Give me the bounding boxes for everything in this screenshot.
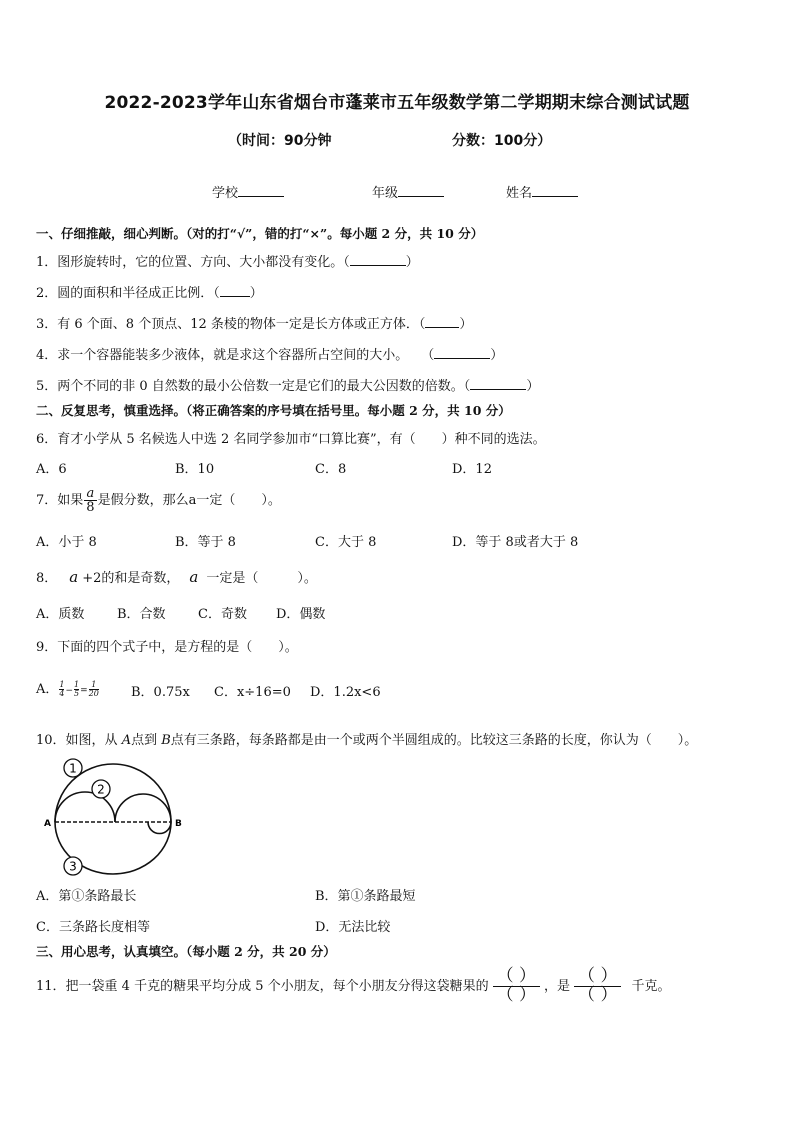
grade-field — [372, 182, 444, 201]
question-4: 4．求一个容器能装多少液体，就是求这个容器所占空间的大小。 （ ） — [36, 348, 504, 363]
question-2: 2．圆的面积和半径成正比例．（ ） — [36, 286, 263, 301]
question-8: 8． a +2的和是奇数， a 一定是（ ）。 — [36, 568, 317, 586]
q7-option-d: D．等于 8或者大于 8 — [452, 535, 579, 550]
fig-label-1: 1 — [69, 761, 77, 776]
name-field — [506, 182, 578, 201]
grade-blank — [398, 184, 444, 197]
q10-option-c: C．三条路长度相等 — [36, 920, 150, 935]
question-11: 11．把一袋重 4 千克的糖果平均分成 5 个小朋友，每个小朋友分得这袋糖果的 （ ） （ ） ，是 （ ） （ ） 千克。 — [36, 966, 671, 1005]
question-9: 9．下面的四个式子中，是方程的是（ ）。 — [36, 640, 298, 655]
section-3-heading: 三、用心思考，认真填空。（每小题 2 分，共 20 分） — [36, 944, 336, 959]
exam-time: （时间：90分钟 — [228, 133, 332, 149]
q6-option-a: A．6 — [36, 462, 67, 477]
q10-option-a: A．第①条路最长 — [36, 889, 137, 904]
q11-fraction-blank-2: （ ） （ ） — [574, 968, 621, 1005]
three-paths-figure — [40, 756, 190, 878]
q9-option-d: D．1.2x<6 — [310, 685, 381, 700]
question-1: 1．图形旋转时，它的位置、方向、大小都没有变化。（ ） — [36, 255, 419, 270]
question-6: 6．育才小学从 5 名候选人中选 2 名同学参加市“口算比赛”，有（ ）种不同的选法。 — [36, 432, 546, 447]
q11-fraction-blank-1: （ ） （ ） — [493, 968, 540, 1005]
q9-option-c: C．x÷16=0 — [214, 685, 291, 700]
q8-option-a: A．质数 — [36, 607, 85, 622]
q7-option-c: C．大于 8 — [315, 535, 377, 550]
q9-option-a: A． $\frac{1}{4}$ − $\frac{1}{5}$ = $\frac{1}{20}$ — [36, 680, 99, 698]
fig-label-a: A — [44, 819, 51, 829]
q8-option-d: D．偶数 — [276, 607, 326, 622]
name-label: 姓名 — [506, 186, 533, 201]
fig-label-2: 2 — [97, 782, 105, 797]
fig-label-b: B — [175, 819, 182, 829]
section-1-heading: 一、仔细推敲，细心判断。（对的打“√”，错的打“×”。每小题 2 分，共 10 分） — [36, 226, 484, 241]
question-7: 7．如果 $\frac{a}{8}$ 是假分数，那么a一定（ ）。 — [36, 486, 281, 515]
q7-option-a: A．小于 8 — [36, 535, 97, 550]
q6-option-b: B．10 — [175, 462, 215, 477]
section-2-heading: 二、反复思考，慎重选择。（将正确答案的序号填在括号里。每小题 2 分，共 10 分） — [36, 403, 511, 418]
q7-fraction: $\frac{a}{8}$ — [86, 486, 95, 515]
exam-score: 分数：100分） — [452, 133, 552, 149]
q6-option-c: C．8 — [315, 462, 347, 477]
q8-option-c: C．奇数 — [198, 607, 247, 622]
q10-option-d: D．无法比较 — [315, 920, 391, 935]
question-3: 3．有 6 个面、8 个顶点、12 条棱的物体一定是长方体或正方体．（ ） — [36, 317, 473, 332]
q10-option-b: B．第①条路最短 — [315, 889, 416, 904]
name-blank — [532, 184, 578, 197]
q6-option-d: D．12 — [452, 462, 492, 477]
q8-option-b: B．合数 — [117, 607, 166, 622]
question-5: 5．两个不同的非 0 自然数的最小公倍数一定是它们的最大公因数的倍数。（ ） — [36, 379, 540, 394]
school-blank — [238, 184, 284, 197]
school-label: 学校 — [212, 186, 239, 201]
q7-option-b: B．等于 8 — [175, 535, 236, 550]
question-10: 10．如图，从 A点到 B点有三条路，每条路都是由一个或两个半圆组成的。比较这三条路的长度，你认为（ ）。 — [36, 733, 698, 748]
school-field — [212, 182, 284, 201]
grade-label: 年级 — [372, 186, 399, 201]
fig-label-3: 3 — [69, 859, 77, 874]
q9-option-b: B．0.75x — [131, 685, 190, 700]
page-title: 2022-2023学年山东省烟台市蓬莱市五年级数学第二学期期末综合测试试题 — [104, 93, 690, 113]
